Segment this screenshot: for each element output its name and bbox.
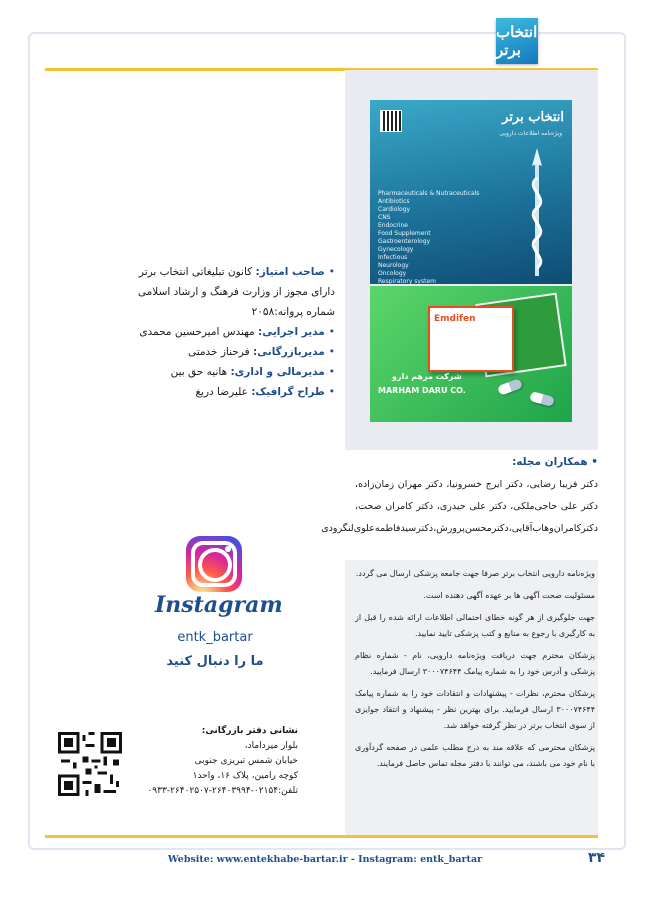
credit-role: مدیربازرگانی: bbox=[252, 346, 325, 358]
address-line: کوچه رامین، پلاک ۱۶، واحد۱ bbox=[192, 771, 298, 781]
note-paragraph: پزشکان محترمی که علاقه مند به درج مطلب علمی در صفحه گردآوری با نام خود می باشند، می توانند با دفتر مجله تماس حاصل فرمایند. bbox=[355, 743, 595, 768]
credit-value: کانون تبلیغاتی انتخاب برتر دارای مجوز از وزارت فرهنگ و ارشاد اسلامی شماره پروانه:۲۰۵۸ bbox=[137, 266, 335, 318]
ad-image bbox=[370, 286, 572, 422]
product-name: Emdifen bbox=[434, 314, 476, 324]
cover-category: Respiratory system bbox=[378, 278, 436, 285]
company-name-en: MARHAM DARU CO. bbox=[378, 386, 466, 395]
cover-subtitle: ویژه‌نامه اطلاعات دارویی bbox=[499, 130, 562, 137]
notes-section bbox=[355, 566, 595, 778]
instagram-handle[interactable]: entk_bartar bbox=[177, 630, 253, 645]
cover-qr-icon bbox=[380, 110, 402, 132]
company-name-fa: شرکت مرهم دارو bbox=[392, 372, 462, 381]
cover-category: Gastroenterology bbox=[378, 238, 431, 245]
office-address bbox=[138, 724, 298, 799]
page-number: ۳۴ bbox=[588, 850, 606, 866]
credit-item: •مدیر اجرایی: مهندس امیرحسین محمدی bbox=[139, 326, 335, 338]
cover-category: Food Supplement bbox=[378, 230, 431, 237]
capsule-icon bbox=[529, 391, 555, 407]
credit-role: مدیرمالی و اداری: bbox=[230, 366, 325, 378]
credit-value: علیرضا دریغ bbox=[195, 386, 248, 398]
note-paragraph: پزشکان محترم، نظرات - پیشنهادات و انتقادات خود را به شماره پیامک ۳۰۰۰۷۴۶۴۴ ارسال فرمایید. برای بهترین نظر - پیشنهاد و انتقاد جوایزی از سوی انتخاب برتر در نظر گرفته خواهد شد. bbox=[355, 689, 595, 730]
follow-us-text: ما را دنبال کنید bbox=[166, 654, 264, 669]
credits-list bbox=[120, 262, 335, 402]
note-paragraph: پزشکان محترم جهت دریافت ویژه‌نامه دارویی، نام - شماره نظام پزشکی و آدرس خود را به شماره پیامک ۳۰۰۰۷۴۶۴۴ ارسال فرمایید. bbox=[355, 651, 595, 676]
address-phone: تلفن:۰۲۱۵۴-۲۶۴۰۳۹۹۴-۲۶۴۰۲۵۰۷-۰۹۳۳ bbox=[147, 786, 298, 796]
address-line: خیابان شمس تبریزی جنوبی bbox=[194, 756, 298, 766]
cover-category: Infectious bbox=[378, 254, 408, 261]
cover-category: CNS bbox=[378, 214, 391, 221]
collaborators-list: دکتر فریبا رضایی، دکتر ایرج خسرونیا، دکتر مهران زمان‌زاده، دکتر علی حاجی‌ملکی، دکتر علی حیدری، دکتر کامران صحت، دکترکامران‌وهاب‌آقایی،دکترمحسن‌پرورش،دکترسیدفاطمه‌علوی‌لنگرودی bbox=[321, 479, 598, 534]
magazine-logo bbox=[496, 18, 538, 64]
address-line: بلوار میرداماد، bbox=[244, 741, 298, 751]
footer-website[interactable]: Website: www.entekhabe-bartar.ir - Instagram: entk_bartar bbox=[167, 854, 483, 865]
product-box bbox=[428, 306, 514, 372]
magazine-cover bbox=[370, 100, 572, 284]
cover-category: Neurology bbox=[378, 262, 409, 269]
cover-category: Gynecology bbox=[378, 246, 414, 253]
credit-role: مدیر اجرایی: bbox=[258, 326, 325, 338]
note-paragraph: مسئولیت صحت آگهی ها بر عهده آگهی دهنده است. bbox=[423, 591, 595, 600]
bottom-divider bbox=[45, 835, 598, 838]
qr-code-icon[interactable] bbox=[58, 732, 122, 796]
credit-item: •مدیربازرگانی: فرحناز خدمتی bbox=[187, 346, 335, 358]
collaborators-heading-text: همکاران مجله: bbox=[512, 456, 588, 468]
credit-role: صاحب امتیاز: bbox=[255, 266, 325, 278]
note-paragraph: ویژه‌نامه دارویی انتخاب برتر صرفا جهت جامعه پزشکی ارسال می گردد. bbox=[355, 569, 595, 578]
credit-value: مهندس امیرحسین محمدی bbox=[139, 326, 255, 338]
credit-item: •مدیرمالی و اداری: هانیه حق بین bbox=[170, 366, 335, 378]
cover-category: Cardiology bbox=[378, 206, 411, 213]
capsule-icon bbox=[497, 378, 523, 396]
credit-item: •طراح گرافیک: علیرضا دریغ bbox=[195, 386, 335, 398]
instagram-wordmark: Instagram bbox=[155, 592, 283, 618]
collaborators-heading: • همکاران مجله: bbox=[512, 456, 598, 468]
cover-category: Oncology bbox=[378, 270, 407, 277]
cover-category-list bbox=[378, 190, 479, 294]
credit-item: •صاحب امتیاز: کانون تبلیغاتی انتخاب برتر دارای مجوز از وزارت فرهنگ و ارشاد اسلامی شماره پروانه:۲۰۵۸ bbox=[137, 266, 335, 318]
credit-value: فرحناز خدمتی bbox=[187, 346, 250, 358]
cover-category: Endocrine bbox=[378, 222, 408, 229]
credit-value: هانیه حق بین bbox=[170, 366, 228, 378]
note-paragraph: جهت جلوگیری از هر گونه خطای احتمالی اطلاعات ارائه شده را قبل از به کارگیری با رجوع به منابع و کتب پزشکی تایید نمایید. bbox=[355, 613, 595, 638]
cover-category: Pharmaceuticals & Nutraceuticals bbox=[378, 190, 480, 197]
logo-text: انتخاب برتر bbox=[496, 23, 538, 59]
cover-category: Antibiotics bbox=[378, 198, 410, 205]
instagram-icon[interactable] bbox=[186, 536, 242, 592]
caduceus-icon bbox=[520, 148, 554, 278]
credit-role: طراح گرافیک: bbox=[251, 386, 325, 398]
address-title: نشانی دفتر بازرگانی: bbox=[201, 726, 298, 736]
cover-title: انتخاب برتر bbox=[502, 110, 564, 125]
